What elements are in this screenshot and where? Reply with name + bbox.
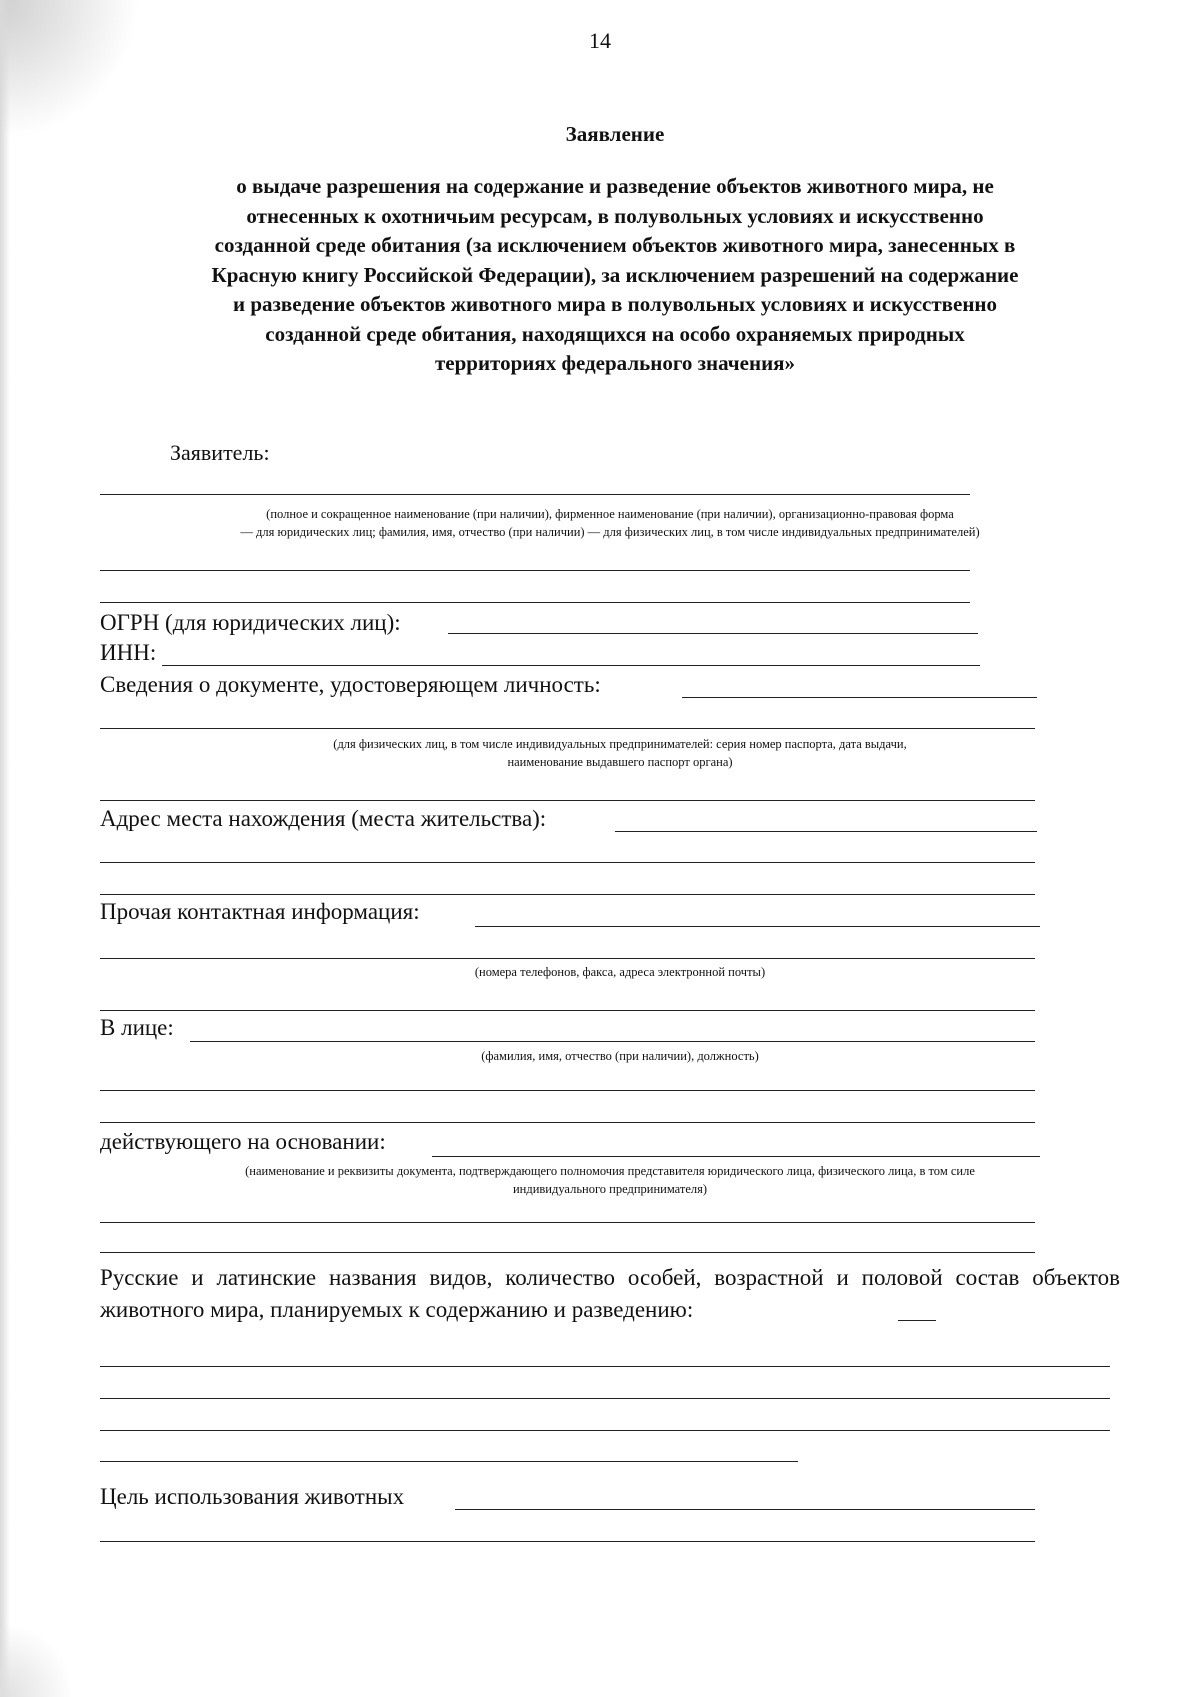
inn-input-line[interactable] — [162, 665, 980, 666]
species-line-5[interactable] — [100, 1461, 798, 1462]
identity-doc-input-line[interactable] — [682, 697, 1037, 698]
ogrn-input-line[interactable] — [448, 633, 978, 634]
address-label: Адрес места нахождения (места жительства): — [100, 806, 547, 831]
species-line-4[interactable] — [100, 1430, 1110, 1431]
contacts-line-3[interactable] — [100, 1010, 1035, 1011]
purpose-line-2[interactable] — [100, 1541, 1035, 1542]
subtitle-line: созданной среде обитания (за исключением объектов животного мира, занесенных в — [214, 233, 1016, 257]
identity-doc-field — [100, 672, 601, 698]
basis-line-3[interactable] — [100, 1252, 1035, 1253]
species-field-label: Русские и латинские названия видов, количество особей, возрастной и половой состав объектов животного мира, планируемых к содержанию и разведению: — [100, 1265, 1120, 1322]
representative-label: В лице: — [100, 1015, 174, 1040]
basis-field — [100, 1129, 386, 1155]
subtitle-line: отнесенных к охотничьим ресурсам, в полувольных условиях и искусственно — [246, 203, 984, 228]
address-input-line[interactable] — [615, 831, 1037, 832]
applicant-label: Заявитель: — [170, 440, 270, 465]
species-line-3[interactable] — [100, 1398, 1110, 1399]
address-line-2[interactable] — [100, 862, 1035, 863]
scan-shadow-left-edge — [0, 0, 10, 1697]
representative-line-3[interactable] — [100, 1122, 1035, 1123]
applicant-line-2[interactable] — [100, 570, 970, 571]
identity-doc-label: Сведения о документе, удостоверяющем личность: — [100, 672, 601, 697]
contacts-field — [100, 899, 420, 925]
representative-caption: (фамилия, имя, отчество (при наличии), должность) — [481, 1049, 759, 1063]
identity-doc-line-2[interactable] — [100, 728, 1035, 729]
basis-label: действующего на основании: — [100, 1129, 386, 1154]
identity-doc-line-3[interactable] — [100, 800, 1035, 801]
document-subtitle — [90, 172, 1140, 379]
purpose-label: Цель использования животных — [100, 1484, 405, 1509]
subtitle-line: Красную книгу Российской Федерации), за исключением разрешений на содержание — [211, 262, 1019, 287]
subtitle-line: созданной среде обитания, находящихся на особо охраняемых природных — [265, 321, 965, 346]
scan-shadow-top-left — [0, 0, 140, 140]
inn-field — [100, 640, 156, 666]
applicant-name-line[interactable] — [100, 494, 970, 495]
representative-input-line[interactable] — [190, 1041, 1035, 1042]
representative-field — [100, 1015, 174, 1041]
document-title: Заявление — [565, 122, 665, 146]
species-line-2[interactable] — [100, 1366, 1110, 1367]
contacts-label: Прочая контактная информация: — [100, 899, 420, 924]
subtitle-line: и разведение объектов животного мира в полувольных условиях и искусственно — [232, 292, 998, 316]
basis-input-line[interactable] — [432, 1156, 1040, 1157]
subtitle-line: о выдаче разрешения на содержание и разведение объектов животного мира, не — [236, 174, 994, 198]
address-field — [100, 806, 546, 832]
contacts-line-2[interactable] — [100, 958, 1035, 959]
subtitle-line: территориях федерального значения» — [434, 351, 796, 375]
purpose-field — [100, 1484, 404, 1510]
representative-line-2[interactable] — [100, 1090, 1035, 1091]
applicant-caption-1: (полное и сокращенное наименование (при наличии), фирменное наименование (при наличии), организационно-правовая форма — [266, 507, 954, 521]
inn-label: ИНН: — [100, 640, 157, 665]
basis-line-2[interactable] — [100, 1222, 1035, 1223]
contacts-caption: (номера телефонов, факса, адреса электронной почты) — [474, 965, 766, 979]
scan-shadow-bottom-left — [0, 1617, 70, 1697]
purpose-input-line[interactable] — [455, 1509, 1035, 1510]
basis-caption-2: индивидуального предпринимателя) — [512, 1182, 708, 1196]
page-number: 14 — [589, 28, 611, 53]
contacts-input-line[interactable] — [475, 926, 1040, 927]
ogrn-field — [100, 610, 401, 636]
identity-caption-2: наименование выдавшего паспорт органа) — [507, 755, 733, 769]
applicant-line-3[interactable] — [100, 602, 970, 603]
address-line-3[interactable] — [100, 894, 1035, 895]
species-input-line[interactable] — [898, 1320, 936, 1321]
basis-caption-1: (наименование и реквизиты документа, подтверждающего полномочия представителя юридического лица, физического лица, в том силе — [245, 1164, 975, 1178]
ogrn-label: ОГРН (для юридических лиц): — [100, 610, 401, 635]
applicant-caption-2: — для юридических лиц; фамилия, имя, отчество (при наличии) — для физических лиц, в том числе индивидуальных предпринимателей) — [240, 525, 980, 539]
identity-caption-1: (для физических лиц, в том числе индивидуальных предпринимателей: серия номер паспорта, дата выдачи, — [333, 737, 907, 751]
